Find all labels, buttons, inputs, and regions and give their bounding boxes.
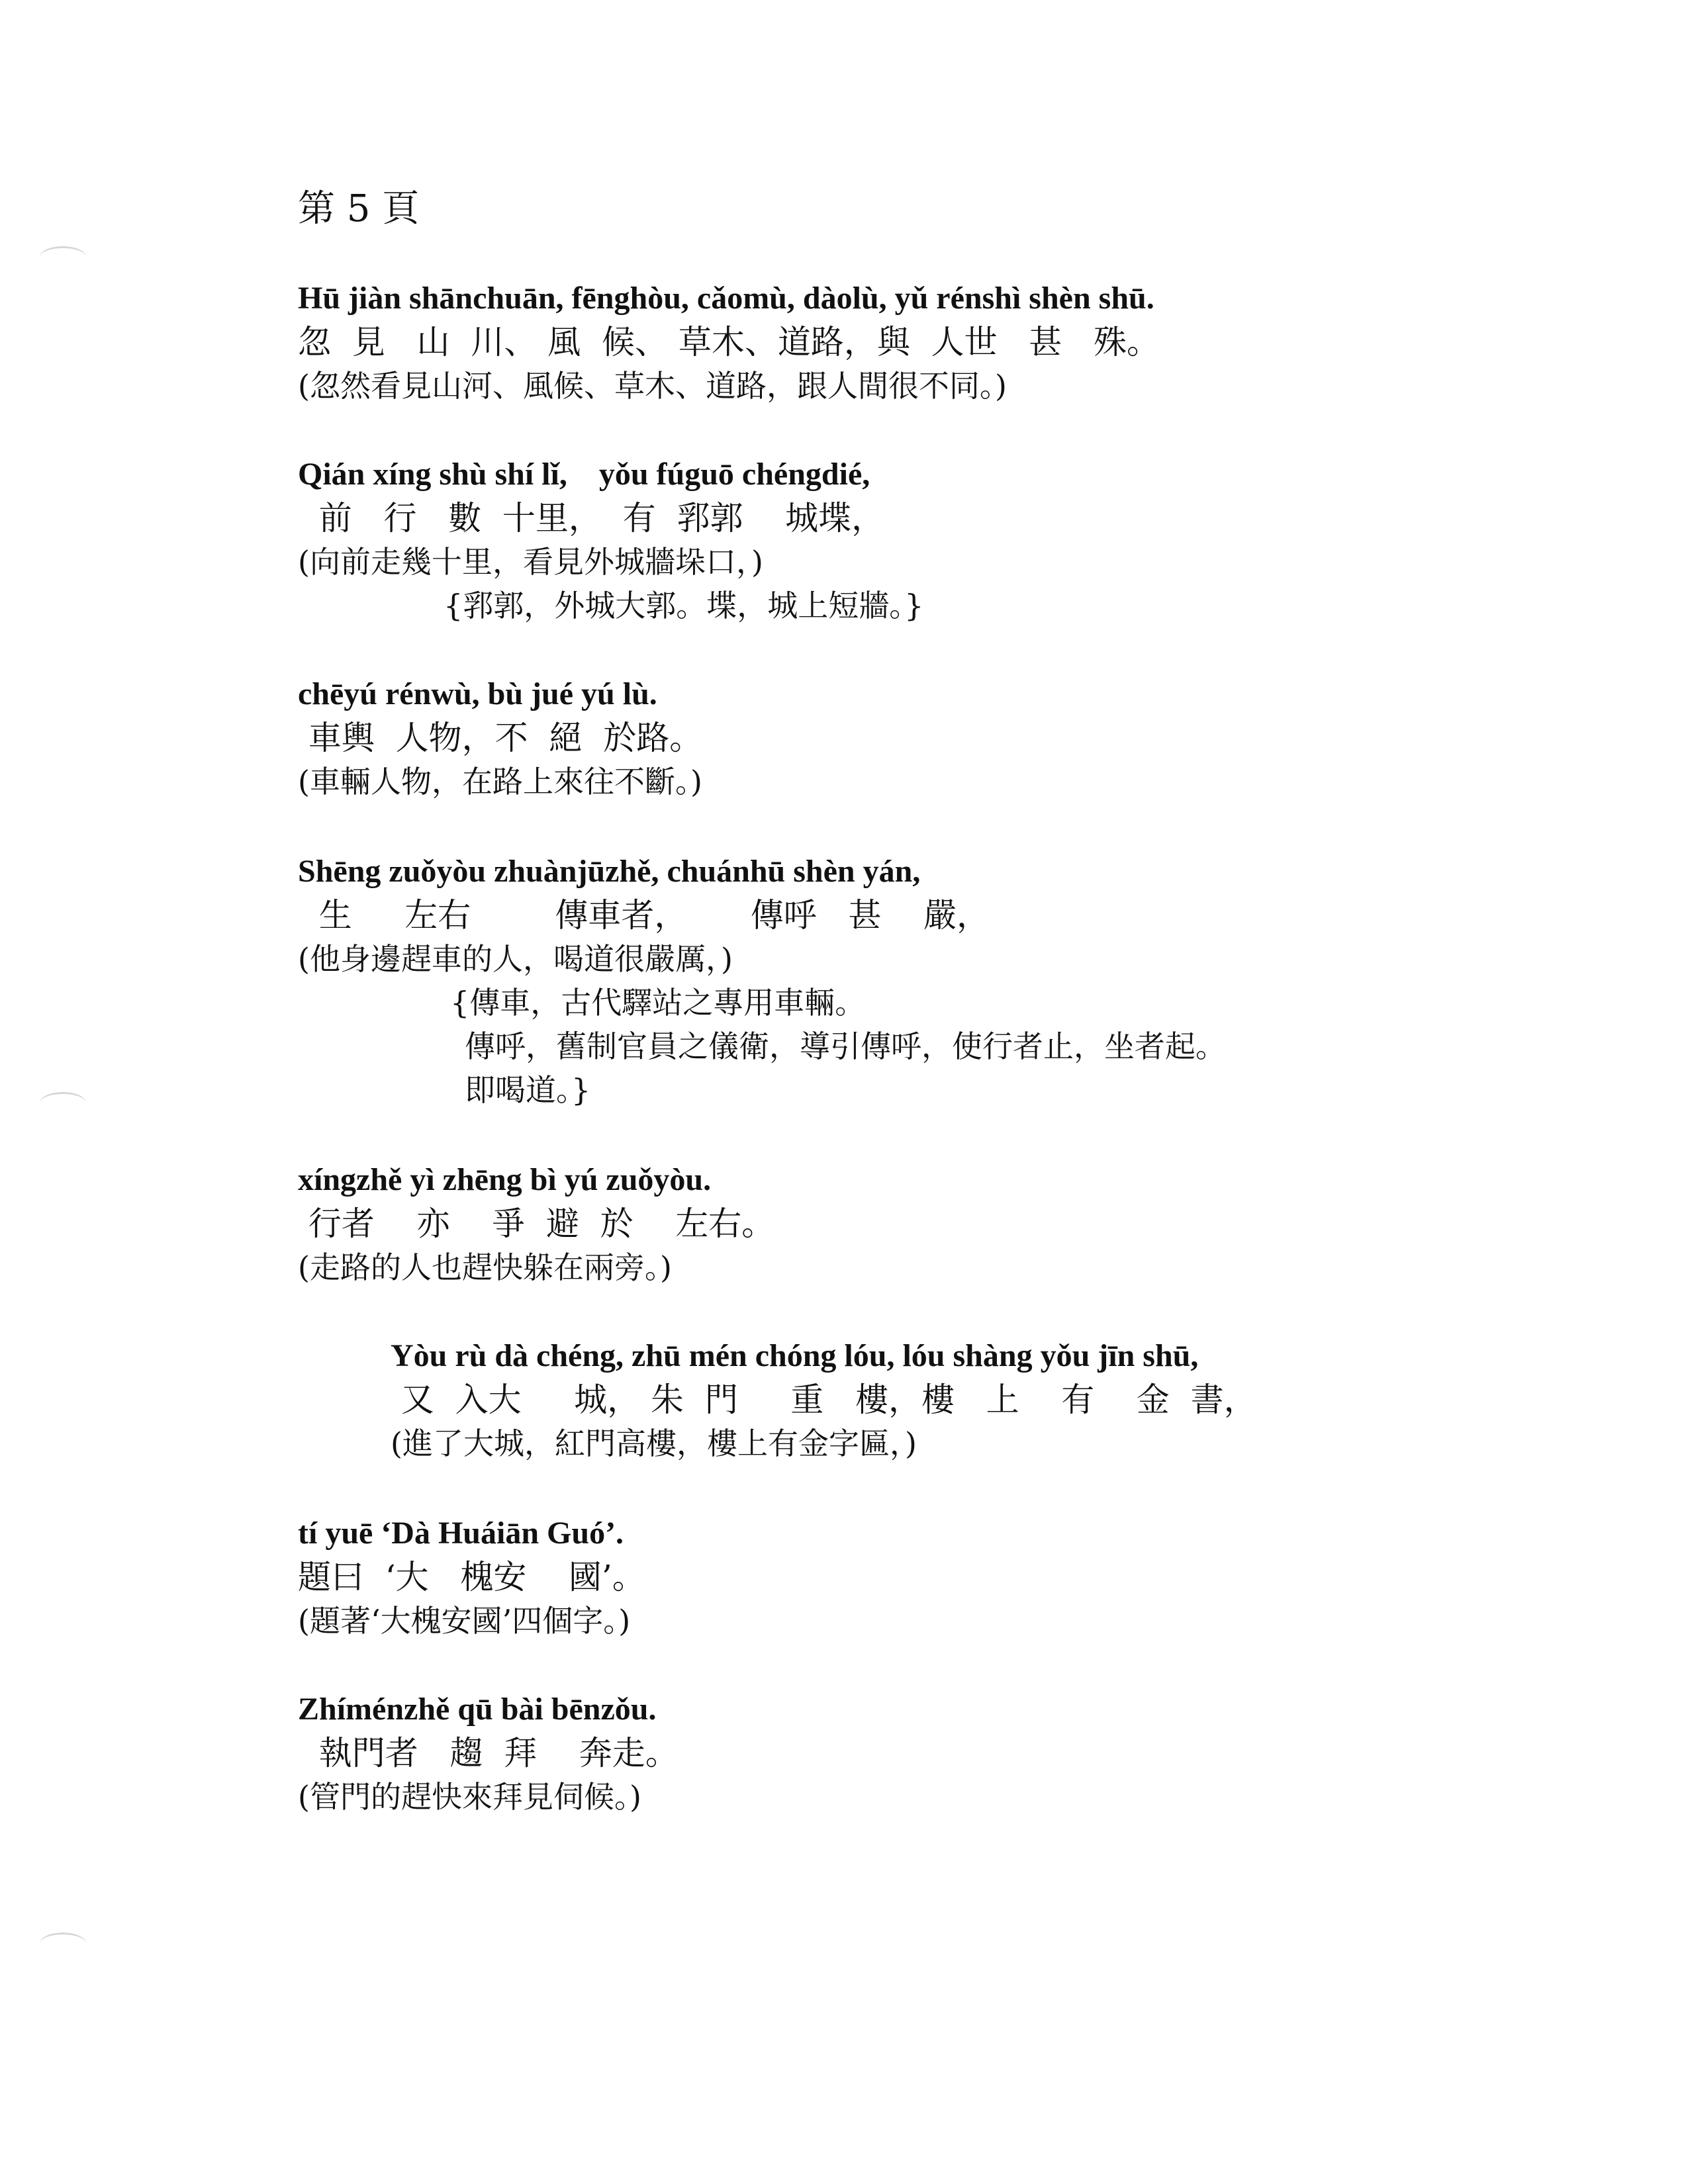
- translation-line: (向前走幾十里，看見外城牆垛口，): [298, 544, 763, 580]
- chinese-line: 行者 亦 爭 避 於 左右。: [298, 1205, 775, 1243]
- pinyin-line: Shēng zuǒyòu zhuànjūzhě, chuánhū shèn yán,: [298, 854, 921, 889]
- pinyin-line: Qián xíng shù shí lǐ, yǒu fúguō chéngdié,: [298, 457, 870, 492]
- punch-hole-mark: [40, 1933, 86, 1954]
- chinese-line: 車輿 人物，不 絕 於路。: [298, 719, 703, 757]
- page-number-header: 第 5 頁: [298, 187, 420, 230]
- chinese-line: 又 入大 城， 朱 門 重 樓，樓 上 有 金 書，: [391, 1381, 1257, 1419]
- annotation-line: 傳呼，舊制官員之儀衛，導引傳呼，使行者止，坐者起。: [465, 1028, 1226, 1064]
- pinyin-line: Zhíménzhě qū bài bēnzǒu.: [298, 1692, 657, 1727]
- translation-line: (車輛人物，在路上來往不斷。): [298, 764, 702, 799]
- pinyin-line: Yòu rù dà chéng, zhū mén chóng lóu, lóu shàng yǒu jīn shū,: [391, 1338, 1199, 1373]
- verse-block-7: [298, 1512, 645, 1643]
- verse-block-6: [391, 1334, 1257, 1465]
- annotation-line: {傳車，古代驛站之專用車輛。: [450, 985, 866, 1021]
- pinyin-line: Hū jiàn shānchuān, fēnghòu, cǎomù, dàolù, yǔ rénshì shèn shū.: [298, 281, 1154, 316]
- chinese-line: 生 左右 傳車者， 傳呼 甚 嚴，: [298, 896, 990, 934]
- translation-line: (走路的人也趕快躲在兩旁。): [298, 1250, 672, 1285]
- translation-line: (進了大城，紅門高樓，樓上有金字匾，): [391, 1426, 917, 1461]
- translation-line: (他身邊趕車的人，喝道很嚴厲，): [298, 941, 733, 977]
- translation-line: (忽然看見山河、風候、草木、道路，跟人間很不同。): [298, 368, 1007, 404]
- verse-block-8: [298, 1688, 679, 1819]
- verse-block-3: [298, 672, 702, 803]
- translation-line: (題著‘大槐安國’四個字。): [298, 1603, 631, 1639]
- annotation-line: {郛郭，外城大郭。堞，城上短牆。}: [444, 588, 924, 623]
- chinese-line: 題曰 ‘大 槐安 國’。: [298, 1558, 645, 1596]
- translation-line: (管門的趕快來拜見伺候。): [298, 1779, 641, 1815]
- pinyin-line: chēyú rénwù, bù jué yú lù.: [298, 676, 657, 711]
- chinese-line: 忽 見 山 川、 風 候、 草木、道路，與 人世 甚 殊。: [298, 323, 1160, 361]
- punch-hole-mark: [40, 246, 86, 268]
- verse-block-1: [298, 277, 1160, 408]
- pinyin-line: tí yuē ‘Dà Huáiān Guó’.: [298, 1516, 624, 1551]
- verse-block-5: [298, 1158, 774, 1289]
- chinese-line: 執門者 趨 拜 奔走。: [298, 1734, 679, 1772]
- chinese-line: 前 行 數 十里， 有 郛郭 城堞，: [298, 499, 885, 537]
- punch-hole-mark: [40, 1092, 86, 1114]
- verse-block-2: [298, 453, 924, 627]
- annotation-line: 即喝道。}: [465, 1072, 591, 1108]
- annotation-note: [450, 981, 1226, 1112]
- pinyin-line: xíngzhě yì zhēng bì yú zuǒyòu.: [298, 1162, 712, 1197]
- verse-block-4: [298, 850, 1226, 1112]
- annotation-note: [444, 584, 924, 627]
